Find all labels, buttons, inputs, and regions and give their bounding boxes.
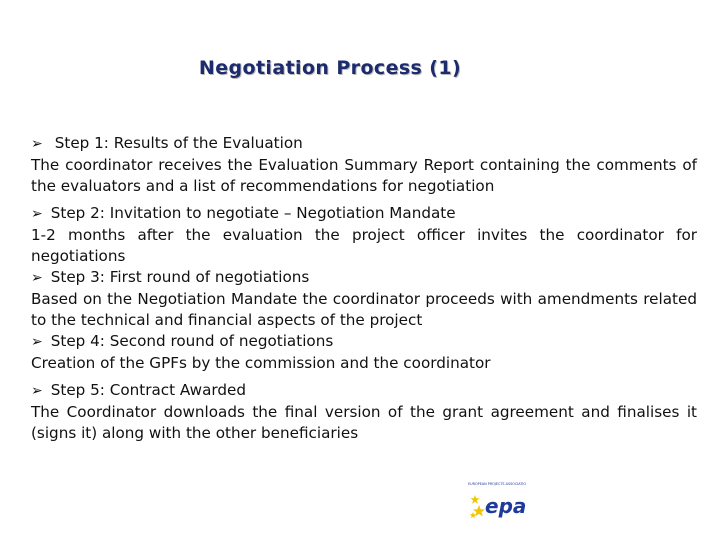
arrow-bullet-icon: ➢: [31, 383, 43, 399]
step-1: [31, 133, 697, 197]
logo-wordmark: epa: [485, 494, 526, 518]
step-heading: [31, 380, 697, 402]
arrow-bullet-icon: ➢: [31, 136, 43, 152]
logo-caption: EUROPEAN PROJECTS ASSOCIATION: [468, 482, 526, 486]
star-icon: [470, 495, 485, 518]
step-5: [31, 380, 697, 444]
step-description: The Coordinator downloads the final version of the grant agreement and finalises it (signs it) along with the other beneficiaries: [31, 403, 697, 442]
step-heading-text: Step 2: Invitation to negotiate – Negotiation Mandate: [50, 204, 456, 222]
step-description: 1-2 months after the evaluation the project officer invites the coordinator for negotiations: [31, 226, 697, 265]
arrow-bullet-icon: ➢: [31, 206, 43, 222]
step-description: Based on the Negotiation Mandate the coordinator proceeds with amendments related to the technical and financial aspects of the project: [31, 290, 697, 329]
step-heading-text: Step 5: Contract Awarded: [50, 381, 247, 399]
step-4: [31, 331, 697, 374]
step-description: The coordinator receives the Evaluation Summary Report containing the comments of the evaluators and a list of recommendations for negotiation: [31, 156, 697, 195]
epa-logo-graphic: [466, 479, 526, 523]
step-heading-text: Step 1: Results of the Evaluation: [54, 134, 303, 152]
epa-logo: [466, 479, 526, 523]
slide-title: Negotiation Process (1): [198, 57, 462, 79]
step-heading: [31, 331, 697, 353]
step-description: Creation of the GPFs by the commission and the coordinator: [31, 354, 491, 372]
steps-list: [31, 133, 697, 444]
step-heading: [31, 133, 697, 155]
arrow-bullet-icon: ➢: [31, 270, 43, 286]
step-heading-text: Step 4: Second round of negotiations: [50, 332, 334, 350]
step-heading-text: Step 3: First round of negotiations: [50, 268, 310, 286]
step-heading: [31, 203, 697, 225]
step-2: [31, 203, 697, 267]
step-3: [31, 267, 697, 331]
arrow-bullet-icon: ➢: [31, 334, 43, 350]
step-heading: [31, 267, 697, 289]
